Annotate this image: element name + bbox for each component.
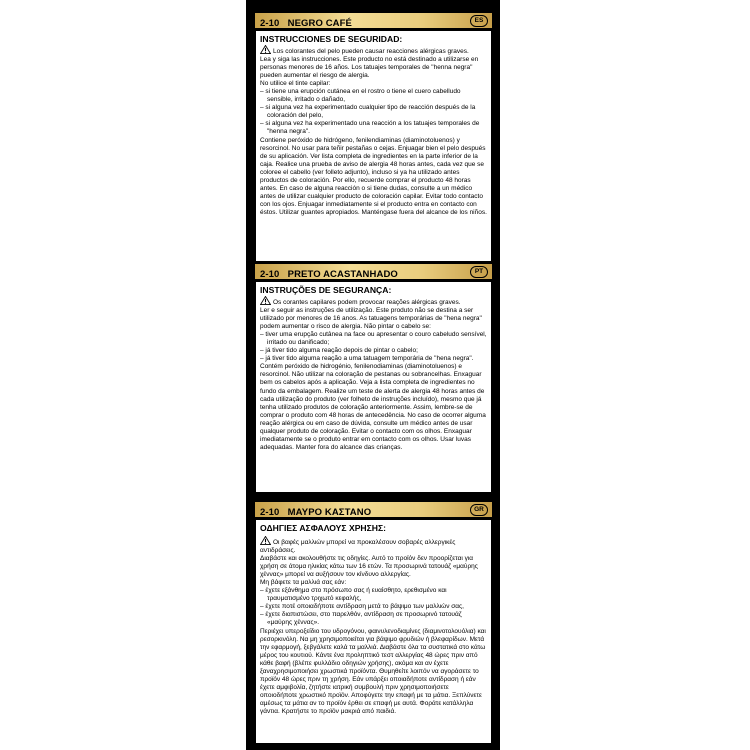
safety-box-gr [255,519,492,744]
shade-name: ΜΑΥΡΟ ΚΑΣΤΑΝΟ [287,507,372,518]
language-badge-pt: PT [470,266,488,278]
safety-text [260,536,487,716]
warning-line: Οι βαφές μαλλιών μπορεί να προκαλέσουν σοβαρές αλλεργικές αντιδράσεις. [260,536,487,555]
instruction-text: No utilice el tinte capilar: [260,80,331,88]
safety-text [260,45,487,217]
warning-triangle-icon [260,296,271,305]
list-item: – já tiver tido alguma reação a uma tatuagem temporária de "hena negra". [260,355,474,363]
instruction-text: Contiene peróxido de hidrógeno, fenilendiaminas (diaminotoluenos) y resorcinol. No usar para teñir pestañas o cejas. Enjuagar bien el pelo después de su aplicación. Ver lista completa de ingredientes en la parte inferior de la caja. Realice una prueba de aviso de alergia 48 horas antes, cada vez que se coloree el cabello (ver folleto adjunto), incluso si ya ha utilizado antes productos de coloración. Por ello, recuerde comprar el producto 48 horas antes. En caso de alguna reacción o si tiene dudas, consulte a un médico antes de utilizar cualquier producto de coloración capilar. Evitar todo contacto con los ojos. Enjuagar inmediatamente si el producto entra en contacto con éstos. Utilizar guantes apropiados. Manténgase fuera del alcance de los niños. [260,136,487,216]
safety-box-es [255,30,492,262]
warning-triangle-icon [260,45,271,54]
warning-line: Los colorantes del pelo pueden causar reacciones alérgicas graves. [260,45,487,56]
instruction-text: Μη βάφετε τα μαλλιά σας εάν: [260,579,347,587]
warning-triangle-icon [260,536,271,545]
language-badge-es: ES [470,15,488,27]
product-banner-es [255,13,492,28]
instruction-text: Ler e seguir as instruções de utilização. Este produto não se destina a ser utilizado por menores de 16 anos. As tatuagens temporárias de "hena negra" podem aumentar o risco de alergia. Não pintar o cabelo se: [260,307,482,331]
section-gr [255,502,492,744]
shade-code: 2-10 [260,269,280,280]
shade-name: NEGRO CAFÉ [287,18,352,29]
section-es [255,13,492,262]
shade-name: PRETO ACASTANHADO [287,269,398,280]
list-item: – έχετε εξάνθημα στο πρόσωπο σας ή ευαίσθητο, ερεθισμένο και τραυματισμένο τριχωτό κεφαλής, [260,587,447,603]
list-item: – έχετε ποτέ οποιαδήποτε αντίδραση μετά το βάψιμο των μαλλιών σας, [260,603,464,611]
product-banner-gr [255,502,492,517]
safety-heading: INSTRUÇÕES DE SEGURANÇA: [260,285,392,295]
instruction-text: Διαβάστε και ακολουθήστε τις οδηγίες. Αυτό το προϊόν δεν προορίζεται για χρήση σε άτομα ηλικίας κάτω των 16 ετών. Τα προσωρινά τατουάζ «μαύρης χέννας» μπορεί να αυξήσουν τον κίνδυνο αλλεργίας. [260,555,478,579]
safety-text [260,296,487,452]
warning-line: Os corantes capilares podem provocar reações alérgicas graves. [260,296,487,307]
shade-code: 2-10 [260,507,280,518]
safety-heading: INSTRUCCIONES DE SEGURIDAD: [260,34,403,44]
product-banner-pt [255,264,492,279]
language-badge-gr: GR [470,504,488,516]
instruction-text: Περιέχει υπεροξείδιο του υδρογόνου, φαινυλενοδιαμίνες (διαμινοτολουόλια) και ρεσορκινόλη. Να μη χρησιμοποιείται για βάψιμο φρυδιών ή βλεφαρίδων. Μετά την εφαρμογή, ξεβγάλετε καλά τα μαλλιά. Διαβάστε όλα τα συστατικά στο κάτω μέρος του κουτιού. Κάντε ένα προληπτικό τεστ αλλεργίας 48 ώρες πριν από κάθε βαφή (βλέπε φυλλάδιο οδηγιών χρήσης), ακόμα και αν έχετε ξαναχρησιμοποιήσει χρωστικά προϊόντα. Θυμηθείτε λοιπόν να αγοράσετε το προϊόν 48 ώρες πριν τη χρήση. Εάν υπάρξει οποιαδήποτε αντίδραση ή εάν έχετε αμφιβολία, ζητήστε ιατρική συμβουλή πριν χρησιμοποιήσετε οποιοδήποτε χρωστικό προϊόν. Αποφύγετε την επαφή με τα μάτια. Ξεπλύνετε αμέσως τα μάτια αν το προϊόν έρθει σε επαφή με αυτά. Φοράτε κατάλληλα γάντια. Κρατήστε το προϊόν μακριά από παιδιά. [260,627,486,715]
list-item: – si alguna vez ha experimentado cualquier tipo de reacción después de la coloración del pelo, [260,104,476,120]
instruction-text: Lea y siga las instrucciones. Este producto no está destinado a utilizarse en personas menores de 16 años. Los tatuajes temporales de "henna negra" pueden aumentar el riesgo de alergia. [260,56,479,80]
safety-heading: ΟΔΗΓΙΕΣ ΑΣΦΑΛΟΥΣ ΧΡΗΣΗΣ: [260,523,387,533]
list-item: – já tiver tido alguma reação depois de pintar o cabelo; [260,347,418,355]
list-item: – έχετε διαπιστώσει, στο παρελθόν, αντίδραση σε προσωρινό τατουάζ «μαύρης χέννας». [260,611,462,627]
list-item: – tiver uma erupção cutânea na face ou apresentar o couro cabeludo sensível, irritado ou danificado; [260,331,487,347]
list-item: – si tiene una erupción cutánea en el rostro o tiene el cuero cabelludo sensible, irritado o dañado, [260,88,461,104]
shade-code: 2-10 [260,18,280,29]
safety-box-pt [255,281,492,493]
instruction-text: Contém peróxido de hidrogénio, fenilenodiaminas (diaminotoluenos) e resorcinol. Não utilizar na coloração de pestanas ou sobrancelhas. Enxaguar bem os cabelos após a aplicação. Veja a lista completa de ingredientes no fundo da embalagem. Realize um teste de alerta de alergia 48 horas antes de cada utilização do produto (ver folheto de instruções incluído), mesmo que já tenha utilizado produtos de coloração anteriormente. Assim, lembre-se de comprar o produto com 48 horas de antecedência. No caso de ocorrer alguma reação alérgica ou em caso de dúvida, consulte um médico antes de usar qualquer produto de coloração. Evitar o contacto com os olhos. Enxaguar imediatamente se o produto entrar em contacto com os olhos. Usar luvas adequadas. Manter fora do alcance das crianças. [260,363,486,451]
list-item: – si alguna vez ha experimentado una reacción a los tatuajes temporales de "henna negra". [260,120,480,136]
section-pt [255,264,492,493]
